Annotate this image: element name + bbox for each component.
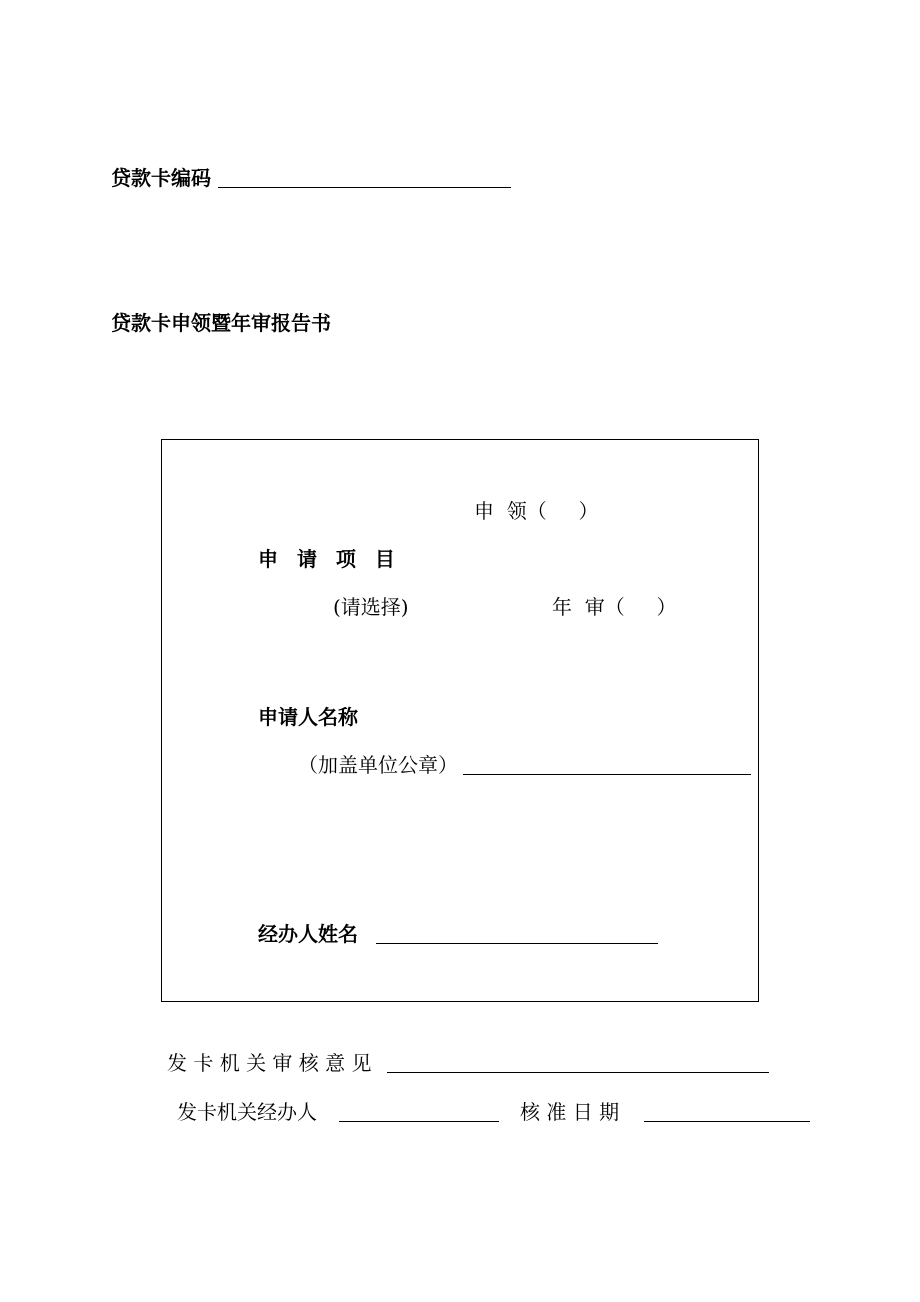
issuer-handler-field[interactable]	[339, 1121, 499, 1122]
option-annual-review-label: 年 审（ ）	[552, 595, 677, 619]
card-code-field[interactable]	[218, 187, 511, 188]
applicant-name-field[interactable]	[463, 774, 751, 775]
applicant-seal-hint: （加盖单位公章）	[298, 753, 458, 777]
handler-name-label: 经办人姓名	[258, 922, 358, 946]
option-apply-label: 申 领（ ）	[474, 499, 599, 523]
approval-date-field[interactable]	[644, 1121, 810, 1122]
issuer-handler-label: 发卡机关经办人	[177, 1100, 317, 1124]
card-code-label: 贷款卡编码	[111, 166, 211, 190]
option-annual-review[interactable]	[552, 595, 677, 619]
review-opinion-label: 发 卡 机 关 审 核 意 见	[167, 1051, 372, 1075]
approval-date-label: 核 准 日 期	[520, 1100, 620, 1124]
report-title: 贷款卡申领暨年审报告书	[111, 311, 331, 335]
application-item-label: 申 请 项 目	[258, 547, 401, 571]
handler-name-field[interactable]	[376, 943, 658, 944]
review-opinion-field[interactable]	[387, 1072, 769, 1073]
option-apply[interactable]	[474, 499, 599, 523]
application-form-box	[161, 439, 759, 1002]
applicant-name-label: 申请人名称	[258, 705, 358, 729]
application-item-hint: (请选择)	[333, 595, 409, 619]
